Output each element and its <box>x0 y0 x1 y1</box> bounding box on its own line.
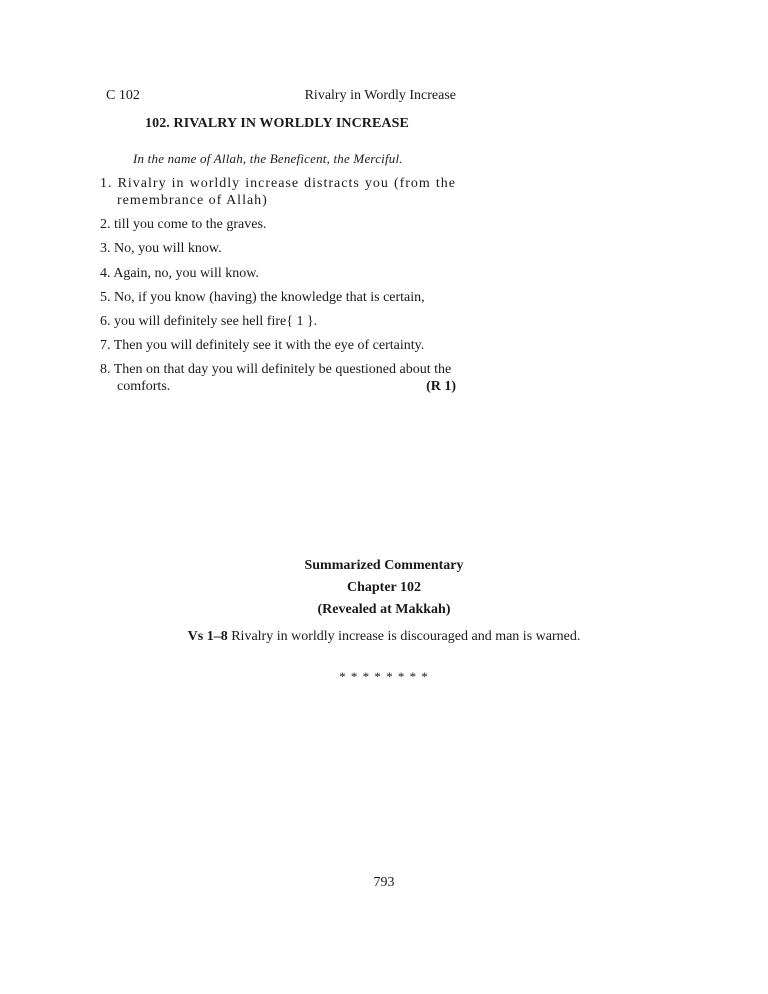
page-number: 793 <box>373 875 395 890</box>
verse-6: 6. you will definitely see hell fire{ 1 }. <box>100 313 318 329</box>
summary-text: Rivalry in worldly increase is discouraged and man is warned. <box>227 629 581 644</box>
commentary-chapter: Chapter 102 <box>346 580 422 595</box>
basmala: In the name of Allah, the Beneficent, the Merciful. <box>133 151 403 166</box>
verse-1: 1. Rivalry in worldly increase distracts you (from the remembrance of Allah) <box>100 176 456 208</box>
verse-8-text: 8. Then on that day you will definitely be questioned about the comforts. <box>100 362 452 395</box>
verse-5: 5. No, if you know (having) the knowledge that is certain, <box>100 289 425 305</box>
ruku-marker: (R 1) <box>426 379 456 395</box>
verse-7: 7. Then you will definitely see it with the eye of certainty. <box>100 338 425 354</box>
commentary-heading: Summarized Commentary <box>304 558 464 573</box>
verse-2: 2. till you come to the graves. <box>100 217 267 233</box>
running-title: Rivalry in Wordly Increase <box>304 88 456 103</box>
summary-verse-range: Vs 1–8 <box>187 629 228 644</box>
surah-title: 102. RIVALRY IN WORLDLY INCREASE <box>145 116 409 131</box>
section-separator: * * * * * * * * <box>339 669 429 684</box>
commentary-revealed: (Revealed at Makkah) <box>317 602 451 617</box>
commentary-block <box>0 555 768 621</box>
commentary-summary <box>0 628 768 646</box>
verse-8 <box>100 361 456 395</box>
verse-list <box>100 175 456 403</box>
chapter-code: C 102 <box>106 88 140 103</box>
verse-4: 4. Again, no, you will know. <box>100 265 259 281</box>
verse-3: 3. No, you will know. <box>100 241 222 257</box>
